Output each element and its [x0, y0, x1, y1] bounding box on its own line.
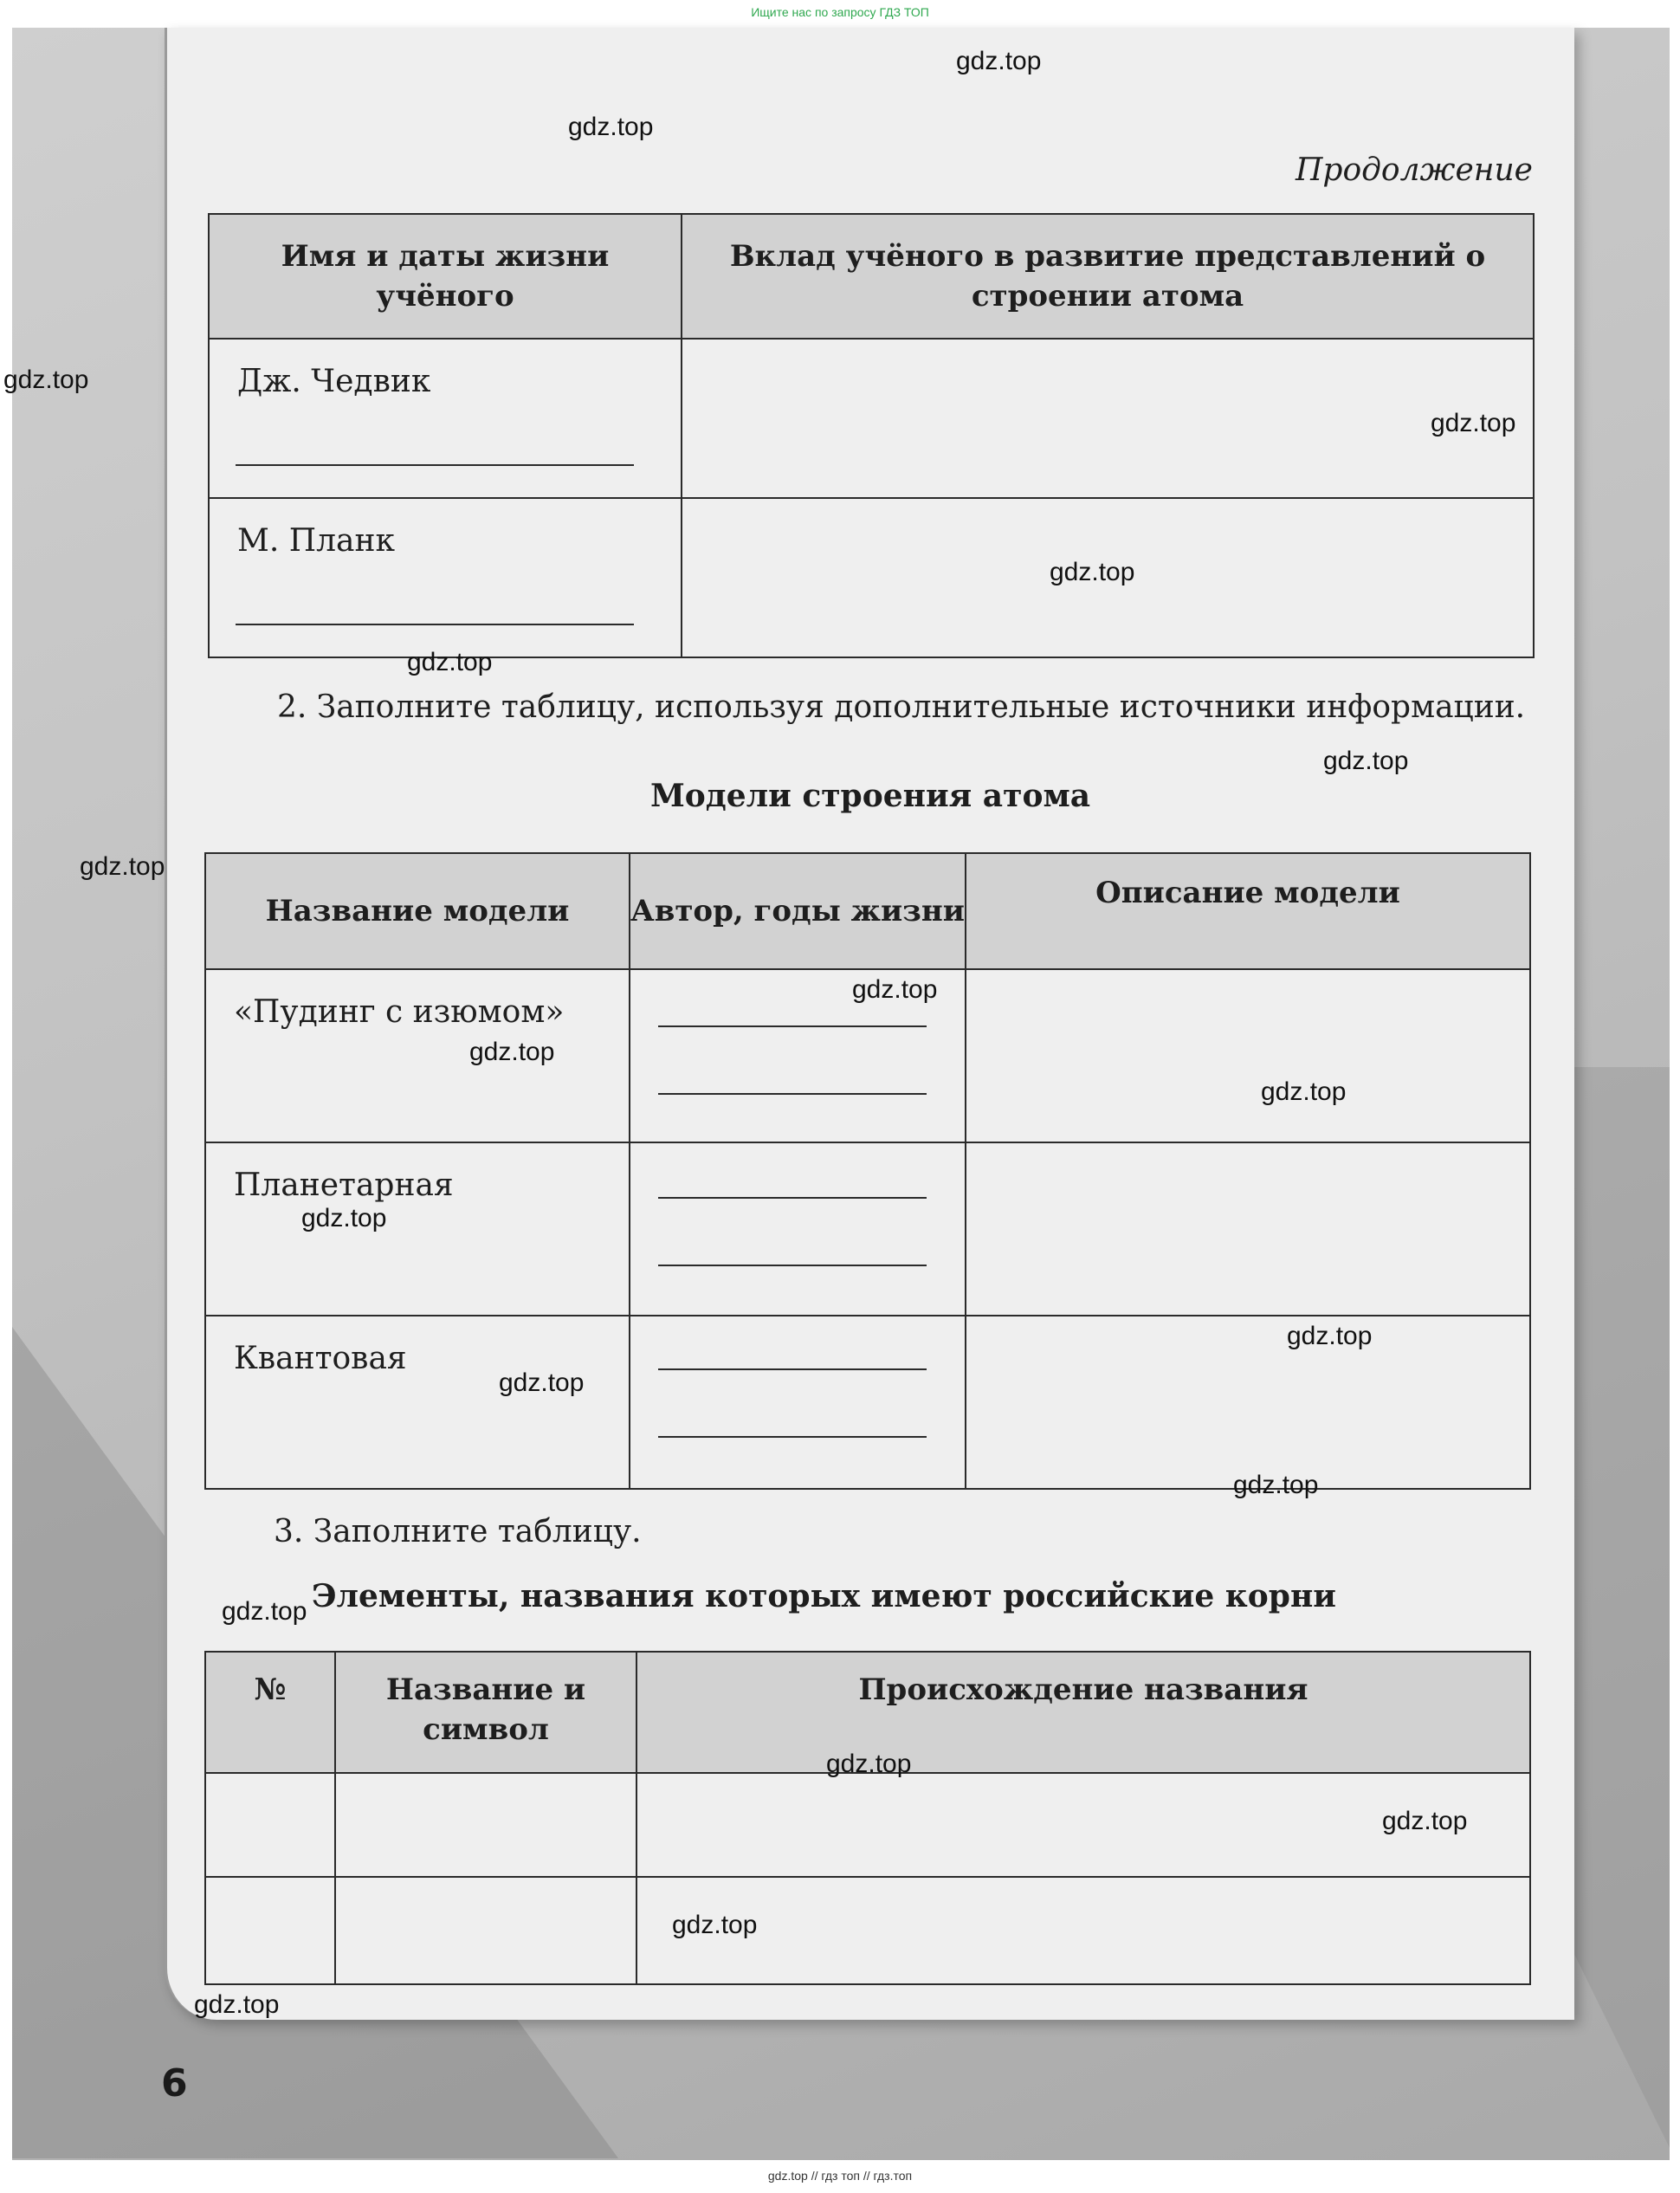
table-header: Происхождение названия	[636, 1652, 1530, 1773]
answer-line[interactable]	[236, 624, 634, 625]
table-cell[interactable]	[630, 1142, 966, 1316]
watermark: gdz.top	[956, 47, 1042, 75]
table-cell	[205, 1316, 630, 1489]
watermark: gdz.top	[1050, 558, 1135, 586]
answer-line[interactable]	[658, 1197, 927, 1199]
table-cell[interactable]	[335, 1877, 636, 1984]
watermark: gdz.top	[1382, 1807, 1468, 1835]
watermark: gdz.top	[194, 1990, 280, 2019]
scientist-name: Дж. Чедвик	[237, 364, 431, 399]
table-cell[interactable]	[630, 1316, 966, 1489]
table-header: Название модели	[205, 853, 630, 969]
task-3-text: 3. Заполните таблицу.	[274, 1514, 642, 1549]
watermark: gdz.top	[469, 1038, 555, 1066]
table-cell[interactable]	[205, 1773, 335, 1877]
table-header: Название и символ	[335, 1652, 636, 1773]
table-header: Имя и даты жизни учёного	[209, 214, 682, 339]
table-cell[interactable]	[205, 1877, 335, 1984]
table-cell	[205, 1142, 630, 1316]
watermark: gdz.top	[222, 1597, 307, 1626]
atom-models-table	[204, 852, 1531, 1490]
russian-elements-table	[204, 1651, 1531, 1985]
table-title: Модели строения атома	[649, 778, 1091, 814]
watermark: gdz.top	[80, 852, 165, 881]
table-cell	[209, 498, 682, 657]
top-banner: Ищите нас по запросу ГДЗ ТОП	[751, 5, 929, 19]
watermark: gdz.top	[499, 1368, 585, 1397]
scientists-table	[208, 213, 1535, 658]
table-cell	[205, 969, 630, 1142]
table-cell[interactable]	[335, 1773, 636, 1877]
table-cell[interactable]	[682, 339, 1534, 498]
scientist-name: М. Планк	[237, 523, 395, 559]
watermark: gdz.top	[1431, 409, 1516, 437]
watermark: gdz.top	[301, 1204, 387, 1232]
table-header: Автор, годы жизни	[630, 853, 966, 969]
model-name: Квантовая	[234, 1341, 407, 1376]
table-title: Элементы, названия которых имеют российские корни	[312, 1578, 1337, 1614]
bottom-banner: gdz.top // гдз топ // гдз.топ	[767, 2169, 913, 2183]
watermark: gdz.top	[3, 366, 89, 394]
watermark: gdz.top	[1323, 747, 1409, 775]
continuation-label: Продолжение	[1296, 152, 1533, 188]
model-name: Планетарная	[234, 1168, 454, 1203]
answer-line[interactable]	[658, 1436, 927, 1438]
table-cell[interactable]	[966, 1316, 1530, 1489]
watermark: gdz.top	[826, 1750, 912, 1778]
model-name: «Пудинг с изюмом»	[234, 994, 565, 1030]
answer-line[interactable]	[236, 464, 634, 466]
table-cell	[209, 339, 682, 498]
answer-line[interactable]	[658, 1265, 927, 1266]
page-number: 6	[161, 2061, 188, 2106]
table-cell[interactable]	[636, 1877, 1530, 1984]
watermark: gdz.top	[568, 113, 654, 141]
watermark: gdz.top	[1261, 1077, 1347, 1106]
table-cell[interactable]	[966, 969, 1530, 1142]
watermark: gdz.top	[1287, 1322, 1373, 1350]
answer-line[interactable]	[658, 1368, 927, 1370]
answer-line[interactable]	[658, 1093, 927, 1095]
watermark: gdz.top	[407, 648, 493, 676]
watermark: gdz.top	[1233, 1471, 1319, 1499]
table-header: №	[205, 1652, 335, 1773]
table-header: Описание модели	[966, 853, 1530, 969]
table-header: Вклад учёного в развитие представлений о строении атома	[682, 214, 1534, 339]
watermark: gdz.top	[672, 1911, 758, 1939]
answer-line[interactable]	[658, 1025, 927, 1027]
task-2-text: 2. Заполните таблицу, используя дополнительные источники информации.	[277, 689, 1526, 725]
watermark: gdz.top	[852, 975, 938, 1004]
table-cell[interactable]	[966, 1142, 1530, 1316]
